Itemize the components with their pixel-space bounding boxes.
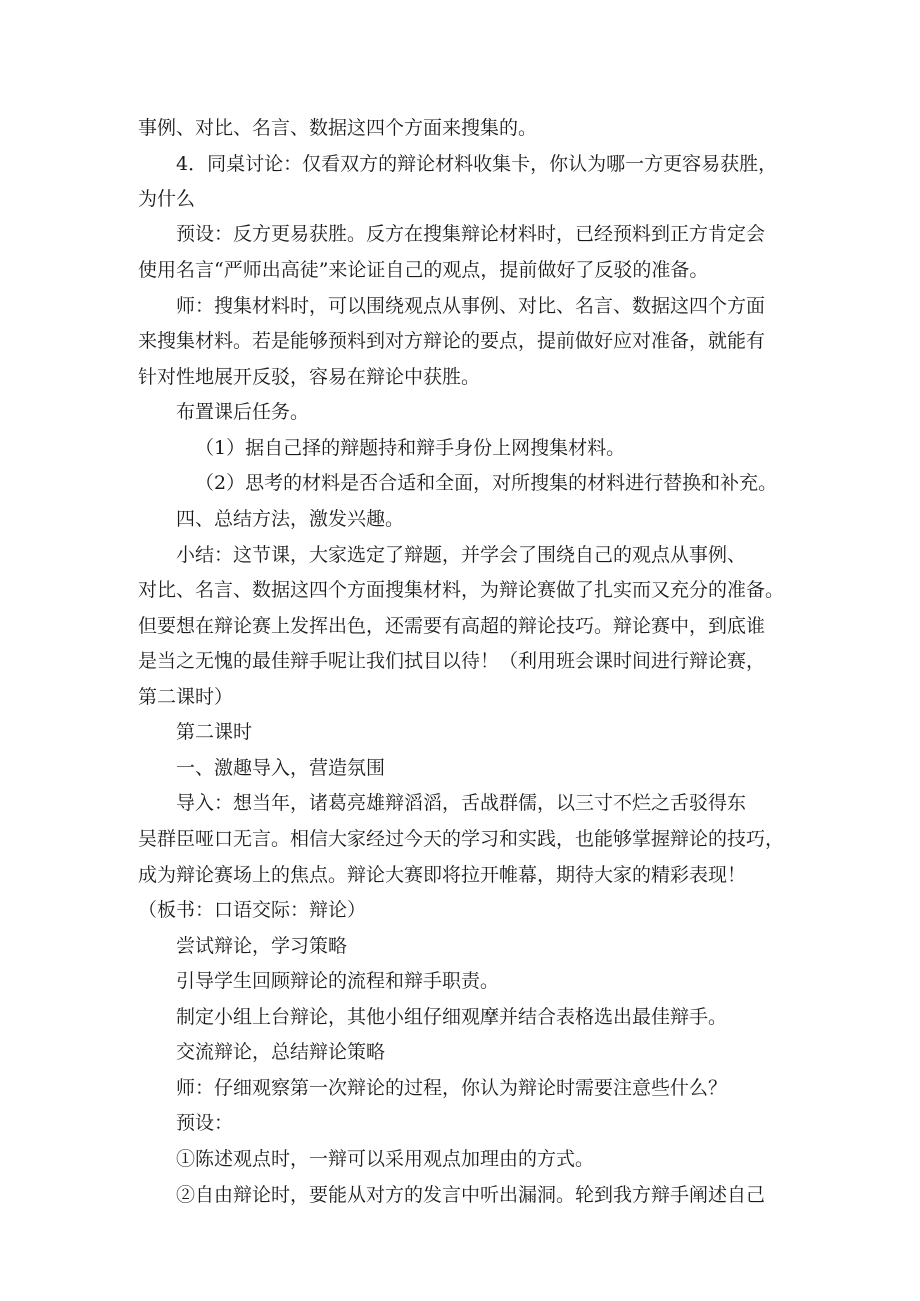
text-line: 制定小组上台辩论，其他小组仔细观摩并结合表格选出最佳辩手。 bbox=[176, 1006, 728, 1028]
text-line: 是当之无愧的最佳辩手呢让我们拭目以待！（利用班会课时间进行辩论赛， bbox=[138, 650, 766, 672]
text-line: （1）据自己择的辩题持和辩手身份上网搜集材料。 bbox=[195, 437, 626, 459]
text-line: 交流辩论，总结辩论策略 bbox=[176, 1041, 386, 1063]
text-line: 四、总结方法，激发兴趣。 bbox=[176, 508, 405, 530]
text-line: 吴群臣哑口无言。相信大家经过今天的学习和实践，也能够掌握辩论的技巧， bbox=[138, 828, 785, 850]
text-line: ①陈述观点时，一辩可以采用观点加理由的方式。 bbox=[176, 1148, 595, 1170]
text-line: 小结：这节课，大家选定了辩题，并学会了围绕自己的观点从事例、 bbox=[176, 544, 747, 566]
text-line: 为什么 bbox=[138, 188, 196, 210]
text-line: 来搜集材料。若是能够预料到对方辩论的要点，提前做好应对准备，就能有 bbox=[138, 330, 766, 352]
text-line: ②自由辩论时，要能从对方的发言中听出漏洞。轮到我方辩手阐述自己 bbox=[176, 1184, 766, 1206]
text-line: 师：搜集材料时，可以围绕观点从事例、对比、名言、数据这四个方面 bbox=[176, 295, 766, 317]
text-line: 一、激趣导入，营造氛围 bbox=[176, 757, 386, 779]
text-line: 第二课时 bbox=[176, 721, 253, 743]
text-line: 第二课时） bbox=[138, 686, 234, 708]
text-line: （板书：口语交际：辩论） bbox=[138, 899, 367, 921]
text-line: 对比、名言、数据这四个方面搜集材料，为辩论赛做了扎实而又充分的准备。 bbox=[138, 579, 785, 601]
text-line: 成为辩论赛场上的焦点。辩论大赛即将拉开帷幕，期待大家的精彩表现！ bbox=[138, 864, 747, 886]
text-line: 师：仔细观察第一次辩论的过程，你认为辩论时需要注意些什么？ bbox=[176, 1077, 728, 1099]
text-line: 布置课后任务。 bbox=[176, 401, 310, 423]
text-line: 导入：想当年，诸葛亮雄辩滔滔，舌战群儒，以三寸不烂之舌驳得东 bbox=[176, 792, 747, 814]
text-line: 事例、对比、名言、数据这四个方面来搜集的。 bbox=[138, 117, 538, 139]
text-line: 引导学生回顾辩论的流程和辩手职责。 bbox=[176, 970, 500, 992]
text-line: 针对性地展开反驳，容易在辩论中获胜。 bbox=[138, 366, 481, 388]
text-line: 4．同桌讨论：仅看双方的辩论材料收集卡，你认为哪一方更容易获胜， bbox=[176, 153, 778, 175]
text-line: 尝试辩论，学习策略 bbox=[176, 935, 348, 957]
text-line: 但要想在辩论赛上发挥出色，还需要有高超的辩论技巧。辩论赛中，到底谁 bbox=[138, 615, 766, 637]
text-line: 预设：反方更易获胜。反方在搜集辩论材料时，已经预料到正方肯定会 bbox=[176, 223, 766, 245]
text-line: （2）思考的材料是否合适和全面，对所搜集的材料进行替换和补充。 bbox=[195, 472, 778, 494]
text-line: 使用名言“严师出高徒”来论证自己的观点，提前做好了反驳的准备。 bbox=[138, 259, 709, 281]
text-line: 预设： bbox=[176, 1112, 234, 1134]
